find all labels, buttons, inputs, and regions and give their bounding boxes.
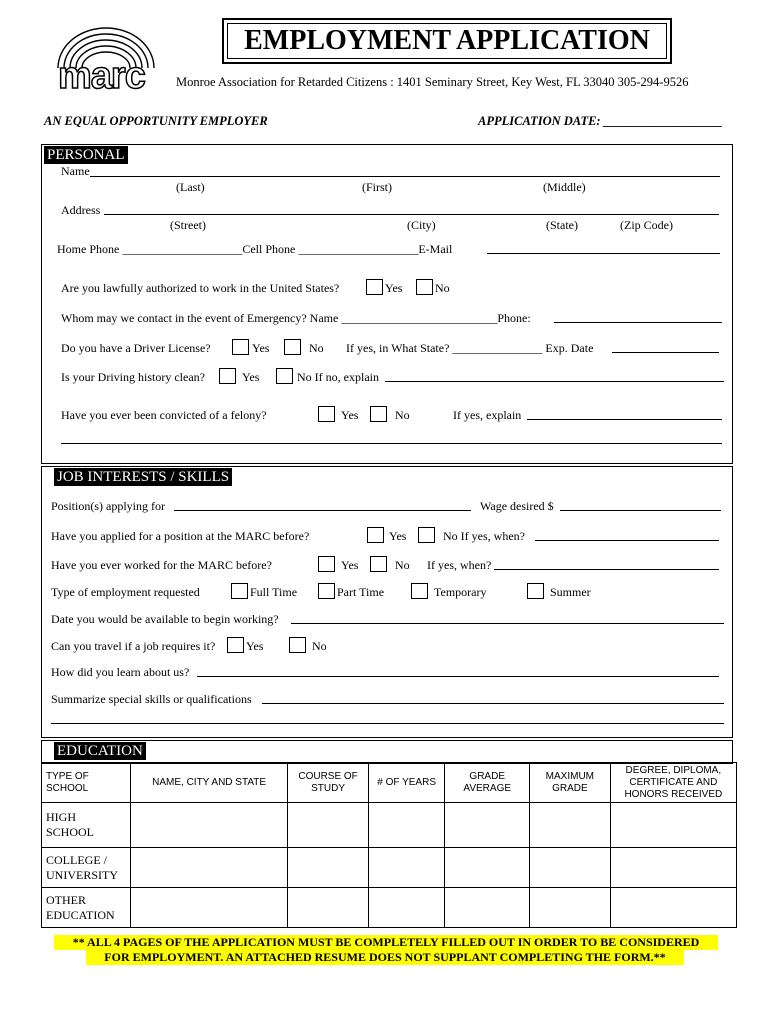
driving-yes-label: Yes bbox=[242, 370, 260, 384]
cell-input[interactable] bbox=[288, 803, 369, 848]
cell-input[interactable] bbox=[288, 888, 369, 928]
cell-input[interactable] bbox=[530, 888, 611, 928]
col-course: COURSE OF STUDY bbox=[288, 763, 369, 803]
name-sub-middle: (Middle) bbox=[543, 180, 586, 194]
part-time-checkbox[interactable] bbox=[318, 583, 335, 599]
skills-label: Summarize special skills or qualifications bbox=[51, 692, 252, 706]
license-state-row: If yes, in What State? _______________ Exp. Date bbox=[346, 341, 594, 355]
cell-input[interactable] bbox=[130, 803, 287, 848]
cell-input[interactable] bbox=[288, 848, 369, 888]
felony-yes-checkbox[interactable] bbox=[318, 406, 335, 422]
authorized-yes-label: Yes bbox=[385, 281, 403, 295]
full-time-label: Full Time bbox=[250, 585, 298, 599]
felony-yes-label: Yes bbox=[341, 408, 359, 422]
org-line: Monroe Association for Retarded Citizens : 1401 Seminary Street, Key West, FL 33040 305-294-9526 bbox=[176, 75, 689, 89]
emergency-row: Whom may we contact in the event of Emergency? Name __________________________Phone: bbox=[61, 311, 531, 325]
name-sub-last: (Last) bbox=[176, 180, 205, 194]
cell-input[interactable] bbox=[610, 848, 736, 888]
email-field[interactable] bbox=[487, 253, 720, 254]
row-label-other: OTHER EDUCATION bbox=[42, 888, 131, 928]
worked-question: Have you ever worked for the MARC before? bbox=[51, 558, 272, 572]
applied-when-field[interactable] bbox=[535, 540, 719, 541]
cell-input[interactable] bbox=[445, 848, 530, 888]
personal-heading: PERSONAL bbox=[44, 146, 128, 164]
travel-question: Can you travel if a job requires it? bbox=[51, 639, 216, 653]
applied-yes-checkbox[interactable] bbox=[367, 527, 384, 543]
travel-yes-checkbox[interactable] bbox=[227, 637, 244, 653]
job-heading: JOB INTERESTS / SKILLS bbox=[54, 468, 232, 486]
col-type: TYPE OF SCHOOL bbox=[42, 763, 131, 803]
travel-yes-label: Yes bbox=[246, 639, 264, 653]
employment-type-label: Type of employment requested bbox=[51, 585, 200, 599]
address-sub-zip: (Zip Code) bbox=[620, 218, 673, 232]
part-time-label: Part Time bbox=[337, 585, 385, 599]
temporary-label: Temporary bbox=[434, 585, 487, 599]
cell-input[interactable] bbox=[530, 848, 611, 888]
footer-notice-line-2: FOR EMPLOYMENT. AN ATTACHED RESUME DOES NOT SUPPLANT COMPLETING THE FORM.** bbox=[86, 950, 684, 965]
worked-when-label: If yes, when? bbox=[427, 558, 492, 572]
license-no-label: No bbox=[309, 341, 324, 355]
address-sub-city: (City) bbox=[407, 218, 436, 232]
cell-input[interactable] bbox=[445, 888, 530, 928]
address-sub-street: (Street) bbox=[170, 218, 206, 232]
authorized-question: Are you lawfully authorized to work in the United States? bbox=[61, 281, 340, 295]
cell-input[interactable] bbox=[368, 848, 445, 888]
summer-checkbox[interactable] bbox=[527, 583, 544, 599]
license-question: Do you have a Driver License? bbox=[61, 341, 211, 355]
worked-no-label: No bbox=[395, 558, 410, 572]
worked-when-field[interactable] bbox=[494, 569, 719, 570]
logo-text: marc bbox=[58, 55, 145, 97]
position-label: Position(s) applying for bbox=[51, 499, 165, 513]
col-degree: DEGREE, DIPLOMA, CERTIFICATE AND HONORS RECEIVED bbox=[610, 763, 736, 803]
worked-yes-label: Yes bbox=[341, 558, 359, 572]
emergency-phone-field[interactable] bbox=[554, 322, 722, 323]
felony-explain-field-2[interactable] bbox=[61, 443, 722, 444]
education-heading: EDUCATION bbox=[54, 742, 146, 760]
travel-no-checkbox[interactable] bbox=[289, 637, 306, 653]
worked-yes-checkbox[interactable] bbox=[318, 556, 335, 572]
cell-input[interactable] bbox=[130, 888, 287, 928]
address-field[interactable] bbox=[104, 214, 719, 215]
available-label: Date you would be available to begin working? bbox=[51, 612, 279, 626]
cell-input[interactable] bbox=[530, 803, 611, 848]
name-sub-first: (First) bbox=[362, 180, 392, 194]
name-field[interactable] bbox=[90, 176, 720, 177]
table-row bbox=[42, 888, 737, 928]
position-field[interactable] bbox=[174, 510, 471, 511]
col-max-grade: MAXIMUM GRADE bbox=[530, 763, 611, 803]
authorized-no-label: No bbox=[435, 281, 450, 295]
felony-explain-field[interactable] bbox=[527, 419, 722, 420]
education-header-row bbox=[42, 763, 737, 803]
felony-no-label: No bbox=[395, 408, 410, 422]
felony-question: Have you ever been convicted of a felony? bbox=[61, 408, 267, 422]
marc-logo bbox=[52, 16, 160, 96]
driving-explain-label: No If no, explain bbox=[297, 370, 379, 384]
cell-input[interactable] bbox=[368, 803, 445, 848]
applied-no-checkbox[interactable] bbox=[418, 527, 435, 543]
authorized-yes-checkbox[interactable] bbox=[366, 279, 383, 295]
license-no-checkbox[interactable] bbox=[284, 339, 301, 355]
address-sub-state: (State) bbox=[546, 218, 578, 232]
license-exp-field[interactable] bbox=[612, 352, 719, 353]
full-time-checkbox[interactable] bbox=[231, 583, 248, 599]
license-yes-checkbox[interactable] bbox=[232, 339, 249, 355]
skills-field[interactable] bbox=[262, 703, 724, 704]
learn-label: How did you learn about us? bbox=[51, 665, 190, 679]
driving-question: Is your Driving history clean? bbox=[61, 370, 205, 384]
footer-notice-line-1: ** ALL 4 PAGES OF THE APPLICATION MUST BE COMPLETELY FILLED OUT IN ORDER TO BE CONSIDERED bbox=[54, 935, 718, 950]
col-years: # OF YEARS bbox=[368, 763, 445, 803]
worked-no-checkbox[interactable] bbox=[370, 556, 387, 572]
row-label-college: COLLEGE / UNIVERSITY bbox=[42, 848, 131, 888]
summer-label: Summer bbox=[550, 585, 591, 599]
learn-field[interactable] bbox=[197, 676, 719, 677]
driving-yes-checkbox[interactable] bbox=[219, 368, 236, 384]
applied-question: Have you applied for a position at the MARC before? bbox=[51, 529, 310, 543]
table-row bbox=[42, 803, 737, 848]
cell-input[interactable] bbox=[610, 803, 736, 848]
name-label: Name bbox=[61, 164, 90, 178]
col-name: NAME, CITY AND STATE bbox=[130, 763, 287, 803]
col-grade-avg: GRADE AVERAGE bbox=[445, 763, 530, 803]
table-row bbox=[42, 848, 737, 888]
license-yes-label: Yes bbox=[252, 341, 270, 355]
driving-explain-field[interactable] bbox=[385, 381, 724, 382]
cell-input[interactable] bbox=[445, 803, 530, 848]
skills-field-2[interactable] bbox=[51, 723, 724, 724]
felony-no-checkbox[interactable] bbox=[370, 406, 387, 422]
cell-input[interactable] bbox=[610, 888, 736, 928]
applied-when-label: No If yes, when? bbox=[443, 529, 525, 543]
education-table bbox=[41, 762, 737, 928]
temporary-checkbox[interactable] bbox=[411, 583, 428, 599]
driving-no-checkbox[interactable] bbox=[276, 368, 293, 384]
applied-yes-label: Yes bbox=[389, 529, 407, 543]
row-label-high-school: HIGH SCHOOL bbox=[42, 803, 131, 848]
equal-opportunity: AN EQUAL OPPORTUNITY EMPLOYER bbox=[44, 114, 268, 128]
cell-input[interactable] bbox=[368, 888, 445, 928]
wage-label: Wage desired $ bbox=[480, 499, 554, 513]
cell-input[interactable] bbox=[130, 848, 287, 888]
page-title: EMPLOYMENT APPLICATION bbox=[244, 25, 650, 56]
felony-explain-label: If yes, explain bbox=[453, 408, 522, 422]
travel-no-label: No bbox=[312, 639, 327, 653]
application-date[interactable]: APPLICATION DATE: ___________________ bbox=[478, 114, 723, 128]
wage-field[interactable] bbox=[560, 510, 721, 511]
title-box bbox=[222, 18, 672, 64]
home-phone-row: Home Phone ____________________Cell Phone ____________________E-Mail bbox=[57, 242, 453, 256]
available-field[interactable] bbox=[291, 623, 724, 624]
authorized-no-checkbox[interactable] bbox=[416, 279, 433, 295]
address-label: Address bbox=[61, 203, 101, 217]
